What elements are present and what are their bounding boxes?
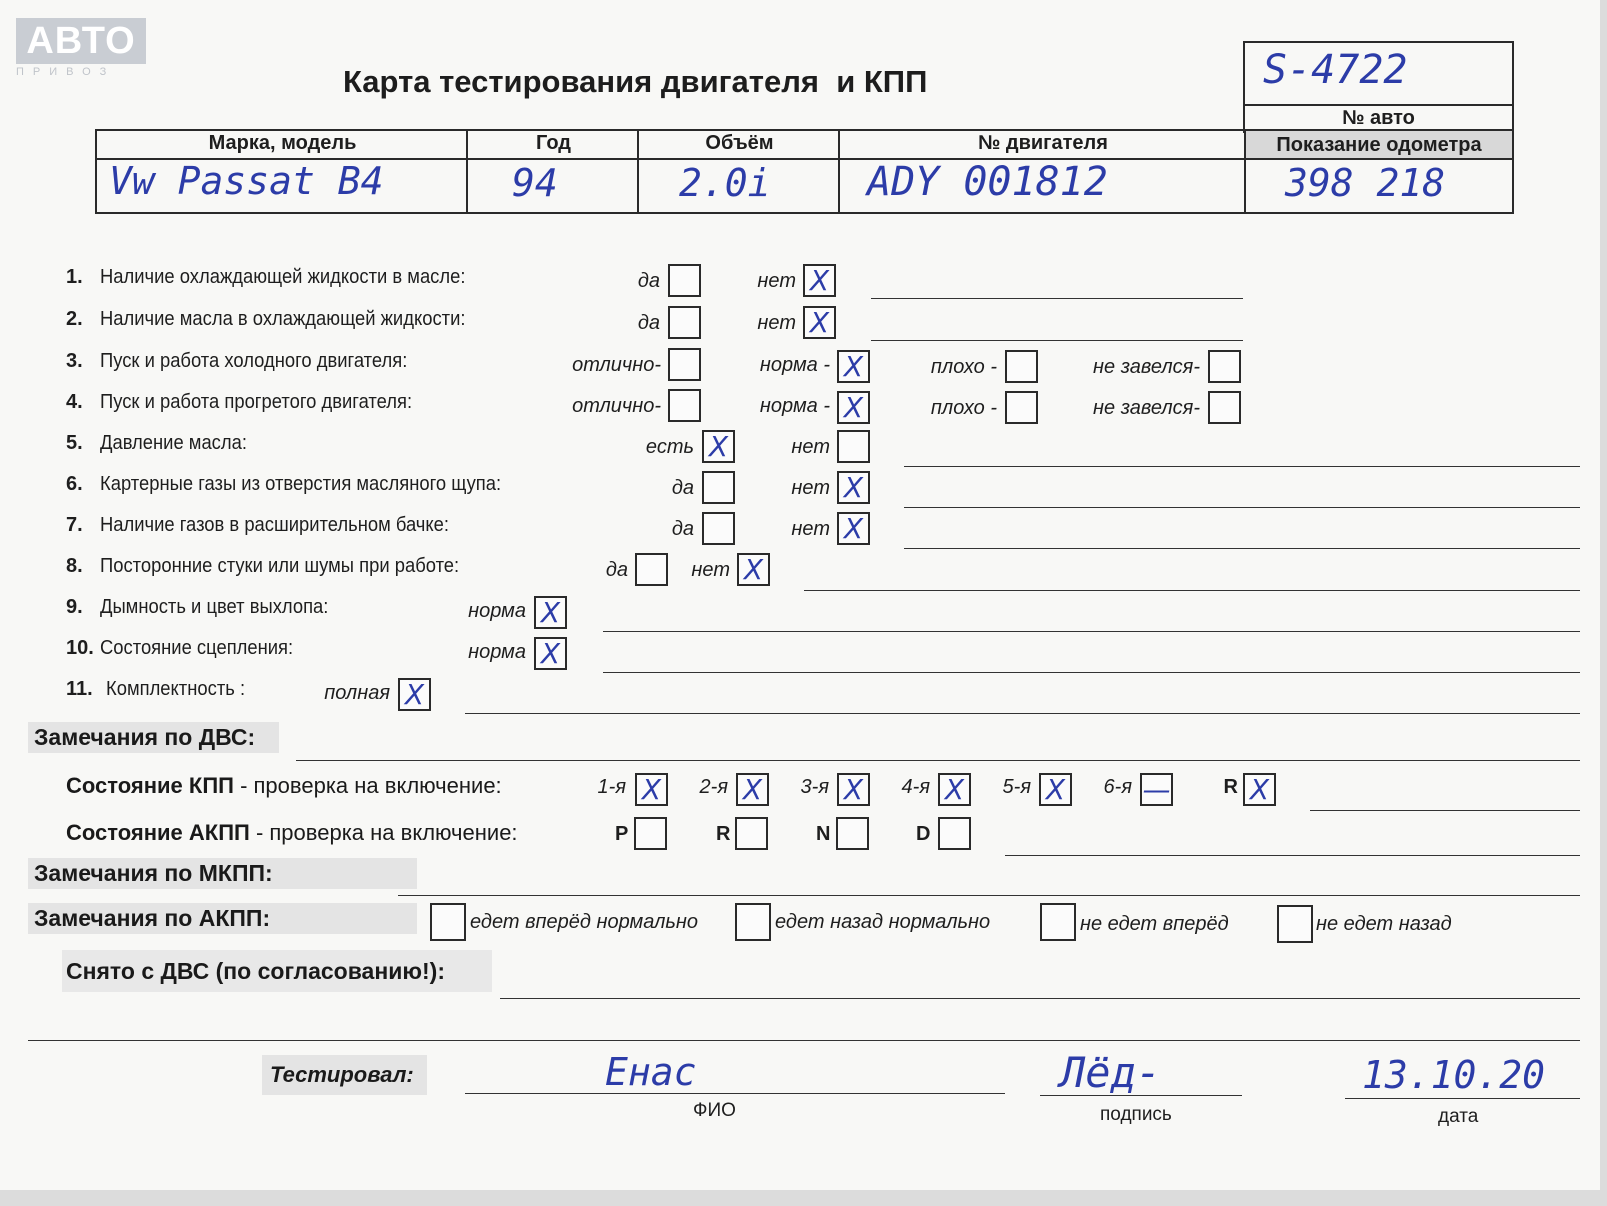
stock-number-value: S-4722 bbox=[1263, 47, 1408, 93]
gear-5-label: 5-я bbox=[1002, 776, 1031, 798]
q1-option-no: нет bbox=[757, 270, 796, 292]
logo-subtitle: ПРИВОЗ bbox=[16, 66, 116, 78]
q3-not-started-checkbox[interactable] bbox=[1208, 350, 1241, 383]
q7-text: Наличие газов в расширительном бачке: bbox=[100, 514, 449, 536]
q3-bad-checkbox[interactable] bbox=[1005, 350, 1038, 383]
gear-3-checkbox[interactable]: X bbox=[837, 773, 870, 806]
akpp-d-checkbox[interactable] bbox=[938, 817, 971, 850]
q8-no-checkbox[interactable]: X bbox=[737, 553, 770, 586]
auto-no-forward-label: не едет вперёд bbox=[1080, 913, 1229, 935]
akpp-p-checkbox[interactable] bbox=[634, 817, 667, 850]
q3-normal-checkbox[interactable]: X bbox=[837, 350, 870, 383]
q3-number: 3. bbox=[66, 350, 83, 372]
remarks-engine-label: Замечания по ДВС: bbox=[28, 722, 279, 753]
akpp-n-label: N bbox=[816, 823, 831, 845]
auto-no-reverse-label: не едет назад bbox=[1316, 913, 1452, 935]
q5-option-present: есть bbox=[645, 436, 694, 458]
model-header: Марка, модель bbox=[208, 132, 357, 154]
q4-excellent-checkbox[interactable] bbox=[668, 389, 701, 422]
q9-number: 9. bbox=[66, 596, 83, 618]
q3-option-excellent: отлично- bbox=[572, 354, 661, 376]
engine-number-value: ADY 001812 bbox=[867, 159, 1108, 205]
avtoprivoz-logo: АВТО bbox=[16, 18, 146, 64]
volume-header: Объём bbox=[705, 132, 774, 154]
q5-number: 5. bbox=[66, 432, 83, 454]
q9-text: Дымность и цвет выхлопа: bbox=[100, 596, 329, 618]
q11-number: 11. bbox=[66, 678, 93, 700]
auto-no-reverse-checkbox[interactable] bbox=[1277, 905, 1313, 943]
q3-excellent-checkbox[interactable] bbox=[668, 348, 701, 381]
q11-complete-checkbox[interactable]: X bbox=[398, 678, 431, 711]
gear-reverse-label: R bbox=[1223, 776, 1238, 798]
q2-text: Наличие масла в охлаждающей жидкости: bbox=[100, 308, 466, 330]
q2-option-no: нет bbox=[757, 312, 796, 334]
tester-name: Енас bbox=[605, 1050, 697, 1094]
year-value: 94 bbox=[512, 161, 558, 205]
stock-number-box bbox=[1243, 41, 1514, 133]
gear-1-checkbox[interactable]: X bbox=[635, 773, 668, 806]
q6-yes-checkbox[interactable] bbox=[702, 471, 735, 504]
q6-text: Картерные газы из отверстия масляного щупа: bbox=[100, 473, 502, 495]
q9-normal-checkbox[interactable]: X bbox=[534, 596, 567, 629]
q8-option-no: нет bbox=[691, 559, 730, 581]
auto-forward-ok-label: едет вперёд нормально bbox=[470, 911, 699, 933]
q10-text: Состояние сцепления: bbox=[100, 637, 294, 659]
q1-no-checkbox[interactable]: X bbox=[803, 264, 836, 297]
card-title: Карта тестирования двигателя и КПП bbox=[343, 64, 928, 99]
gear-4-label: 4-я bbox=[901, 776, 930, 798]
q10-number: 10. bbox=[66, 637, 94, 659]
remarks-manual-label: Замечания по МКПП: bbox=[28, 858, 417, 889]
q8-option-yes: да bbox=[605, 559, 628, 581]
odometer-value: 398 218 bbox=[1285, 161, 1446, 205]
gear-3-label: 3-я bbox=[800, 776, 829, 798]
q6-no-checkbox[interactable]: X bbox=[837, 471, 870, 504]
q2-option-yes: да bbox=[637, 312, 660, 334]
auto-forward-ok-checkbox[interactable] bbox=[430, 903, 466, 941]
q11-text: Комплектность : bbox=[106, 678, 246, 700]
q2-no-checkbox[interactable]: X bbox=[803, 306, 836, 339]
gear-4-checkbox[interactable]: X bbox=[938, 773, 971, 806]
q11-option-complete: полная bbox=[324, 682, 390, 704]
q4-not-started-checkbox[interactable] bbox=[1208, 391, 1241, 424]
gear-1-label: 1-я bbox=[597, 776, 626, 798]
q3-option-normal: норма - bbox=[759, 354, 830, 376]
gear-6-checkbox[interactable]: — bbox=[1140, 773, 1173, 806]
q1-number: 1. bbox=[66, 266, 83, 288]
q6-number: 6. bbox=[66, 473, 83, 495]
q1-text: Наличие охлаждающей жидкости в масле: bbox=[100, 266, 466, 288]
q5-text: Давление масла: bbox=[100, 432, 247, 454]
date-caption: дата bbox=[1438, 1106, 1479, 1127]
akpp-p-label: P bbox=[615, 823, 629, 845]
q7-yes-checkbox[interactable] bbox=[702, 512, 735, 545]
q7-option-no: нет bbox=[791, 518, 830, 540]
gear-2-checkbox[interactable]: X bbox=[736, 773, 769, 806]
gear-5-checkbox[interactable]: X bbox=[1039, 773, 1072, 806]
q8-number: 8. bbox=[66, 555, 83, 577]
tested-by-label: Тестировал: bbox=[270, 1062, 414, 1087]
q10-normal-checkbox[interactable]: X bbox=[534, 637, 567, 670]
signature-caption: подпись bbox=[1100, 1104, 1172, 1125]
auto-reverse-ok-checkbox[interactable] bbox=[735, 903, 771, 941]
gear-2-label: 2-я bbox=[699, 776, 728, 798]
q9-option-normal: норма bbox=[468, 600, 526, 622]
q3-option-not-started: не завелся- bbox=[1093, 356, 1200, 378]
name-caption: ФИО bbox=[693, 1100, 736, 1121]
q4-text: Пуск и работа прогретого двигателя: bbox=[100, 391, 413, 413]
akpp-n-checkbox[interactable] bbox=[836, 817, 869, 850]
q3-option-bad: плохо - bbox=[930, 356, 997, 378]
engine-number-header: № двигателя bbox=[978, 132, 1108, 154]
q7-number: 7. bbox=[66, 514, 83, 536]
auto-no-forward-checkbox[interactable] bbox=[1040, 903, 1076, 941]
q5-absent-checkbox[interactable] bbox=[837, 430, 870, 463]
gear-reverse-checkbox[interactable]: X bbox=[1243, 773, 1276, 806]
q6-option-no: нет bbox=[791, 477, 830, 499]
q4-option-not-started: не завелся- bbox=[1093, 397, 1200, 419]
q7-option-yes: да bbox=[671, 518, 694, 540]
vehicle-info-table bbox=[95, 129, 1514, 214]
removed-parts-label: Снято с ДВС (по согласованию!): bbox=[66, 958, 445, 984]
q2-yes-checkbox[interactable] bbox=[668, 306, 701, 339]
q7-no-checkbox[interactable]: X bbox=[837, 512, 870, 545]
q5-present-checkbox[interactable]: X bbox=[702, 430, 735, 463]
manual-gearbox-label: Состояние КПП - проверка на включение: bbox=[66, 773, 502, 798]
q8-yes-checkbox[interactable] bbox=[635, 553, 668, 586]
gear-6-label: 6-я bbox=[1103, 776, 1132, 798]
q5-option-absent: нет bbox=[791, 436, 830, 458]
signature: Лёд- bbox=[1060, 1048, 1162, 1097]
q4-number: 4. bbox=[66, 391, 83, 413]
q8-text: Посторонние стуки или шумы при работе: bbox=[100, 555, 460, 577]
auto-reverse-ok-label: едет назад нормально bbox=[775, 911, 991, 933]
q4-option-excellent: отлично- bbox=[572, 395, 661, 417]
q4-normal-checkbox[interactable]: X bbox=[837, 391, 870, 424]
stock-number-label: № авто bbox=[1342, 107, 1415, 129]
model-value: Vw Passat B4 bbox=[109, 159, 384, 203]
q4-option-bad: плохо - bbox=[930, 397, 997, 419]
test-date: 13.10.20 bbox=[1362, 1053, 1546, 1097]
q4-bad-checkbox[interactable] bbox=[1005, 391, 1038, 424]
q10-option-normal: норма bbox=[468, 641, 526, 663]
auto-gearbox-label: Состояние АКПП - проверка на включение: bbox=[66, 820, 518, 845]
q1-option-yes: да bbox=[637, 270, 660, 292]
volume-value: 2.0i bbox=[679, 161, 771, 205]
q1-yes-checkbox[interactable] bbox=[668, 264, 701, 297]
remarks-auto-label: Замечания по АКПП: bbox=[28, 903, 417, 934]
q2-number: 2. bbox=[66, 308, 83, 330]
year-header: Год bbox=[536, 132, 571, 154]
q3-text: Пуск и работа холодного двигателя: bbox=[100, 350, 408, 372]
akpp-r-checkbox[interactable] bbox=[735, 817, 768, 850]
akpp-d-label: D bbox=[916, 823, 931, 845]
q4-option-normal: норма - bbox=[759, 395, 830, 417]
q6-option-yes: да bbox=[671, 477, 694, 499]
akpp-r-label: R bbox=[716, 823, 731, 845]
odometer-header: Показание одометра bbox=[1276, 134, 1482, 156]
